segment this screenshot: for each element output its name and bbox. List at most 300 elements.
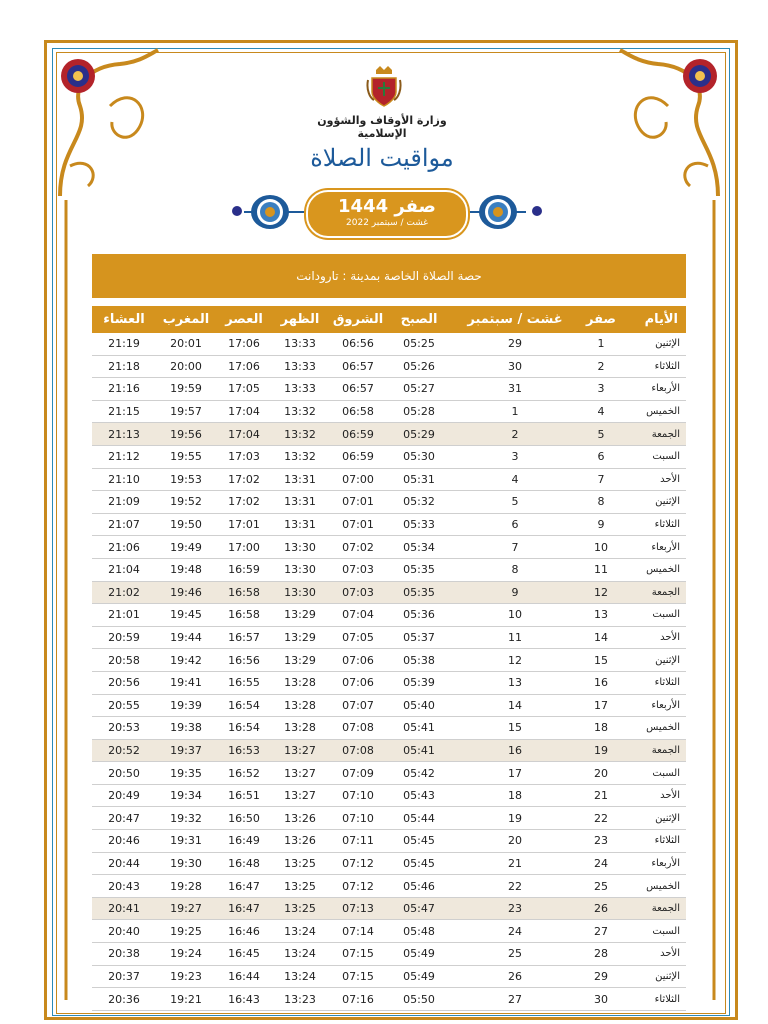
cell-fajr: 05:43: [388, 784, 450, 807]
cell-dhuhr: 13:26: [272, 807, 328, 830]
cell-dhuhr: 13:24: [272, 965, 328, 988]
cell-isha: 20:46: [92, 830, 156, 853]
table-row: [92, 875, 686, 898]
cell-maghrib: 19:28: [156, 875, 216, 898]
corner-vine-icon: [618, 46, 728, 196]
table-header-row: [92, 306, 686, 333]
month-banner: [306, 190, 468, 238]
cell-asr: 17:06: [216, 333, 272, 355]
cell-shuruq: 07:05: [328, 626, 388, 649]
cell-safar: 1: [580, 333, 622, 355]
table-row: [92, 988, 686, 1011]
cell-maghrib: 19:48: [156, 558, 216, 581]
table-row: [92, 897, 686, 920]
cell-safar: 4: [580, 400, 622, 423]
cell-safar: 28: [580, 943, 622, 966]
cell-safar: 30: [580, 988, 622, 1011]
cell-fajr: 05:48: [388, 920, 450, 943]
cell-shuruq: 07:02: [328, 536, 388, 559]
cell-isha: 20:55: [92, 694, 156, 717]
cell-dhuhr: 13:30: [272, 558, 328, 581]
cell-isha: 21:19: [92, 333, 156, 355]
cell-greg: 9: [450, 581, 580, 604]
cell-isha: 21:13: [92, 423, 156, 446]
cell-isha: 21:01: [92, 604, 156, 627]
cell-days: الإثنين: [622, 333, 686, 355]
table-body: [92, 333, 686, 1010]
cell-fajr: 05:47: [388, 897, 450, 920]
cell-maghrib: 19:50: [156, 513, 216, 536]
cell-fajr: 05:41: [388, 739, 450, 762]
cell-shuruq: 07:06: [328, 671, 388, 694]
cell-asr: 16:43: [216, 988, 272, 1011]
cell-dhuhr: 13:32: [272, 400, 328, 423]
table-row: [92, 513, 686, 536]
cell-greg: 8: [450, 558, 580, 581]
cell-asr: 17:04: [216, 400, 272, 423]
table-row: [92, 920, 686, 943]
cell-fajr: 05:36: [388, 604, 450, 627]
cell-isha: 21:10: [92, 468, 156, 491]
cell-dhuhr: 13:29: [272, 649, 328, 672]
cell-days: الإثنين: [622, 965, 686, 988]
corner-vine-icon: [50, 46, 160, 196]
cell-fajr: 05:44: [388, 807, 450, 830]
cell-shuruq: 07:06: [328, 649, 388, 672]
cell-safar: 24: [580, 852, 622, 875]
table-row: [92, 717, 686, 740]
cell-safar: 20: [580, 762, 622, 785]
table-row: [92, 852, 686, 875]
cell-greg: 15: [450, 717, 580, 740]
royal-emblem-icon: [366, 64, 402, 108]
cell-fajr: 05:45: [388, 830, 450, 853]
cell-greg: 2: [450, 423, 580, 446]
cell-isha: 20:52: [92, 739, 156, 762]
cell-asr: 16:51: [216, 784, 272, 807]
table-row: [92, 468, 686, 491]
cell-greg: 5: [450, 491, 580, 514]
cell-safar: 2: [580, 355, 622, 378]
cell-isha: 20:49: [92, 784, 156, 807]
cell-asr: 16:47: [216, 897, 272, 920]
banner-dot-right: [532, 206, 542, 216]
cell-asr: 16:57: [216, 626, 272, 649]
cell-maghrib: 19:46: [156, 581, 216, 604]
table-row: [92, 671, 686, 694]
cell-days: الأربعاء: [622, 852, 686, 875]
cell-shuruq: 07:16: [328, 988, 388, 1011]
cell-safar: 11: [580, 558, 622, 581]
table-row: [92, 333, 686, 355]
cell-shuruq: 06:57: [328, 355, 388, 378]
cell-greg: 22: [450, 875, 580, 898]
cell-dhuhr: 13:32: [272, 423, 328, 446]
cell-maghrib: 19:32: [156, 807, 216, 830]
table-row: [92, 739, 686, 762]
cell-days: الثلاثاء: [622, 355, 686, 378]
cell-days: الأربعاء: [622, 536, 686, 559]
cell-dhuhr: 13:31: [272, 513, 328, 536]
cell-days: الأحد: [622, 468, 686, 491]
cell-isha: 20:53: [92, 717, 156, 740]
cell-isha: 20:40: [92, 920, 156, 943]
cell-shuruq: 07:15: [328, 965, 388, 988]
cell-fajr: 05:49: [388, 965, 450, 988]
cell-isha: 20:43: [92, 875, 156, 898]
side-vine-right: [704, 200, 724, 1000]
cell-days: الجمعة: [622, 423, 686, 446]
table-row: [92, 536, 686, 559]
cell-safar: 13: [580, 604, 622, 627]
cell-fajr: 05:45: [388, 852, 450, 875]
cell-days: الأربعاء: [622, 694, 686, 717]
column-header-maghrib: المغرب: [156, 306, 216, 333]
cell-safar: 23: [580, 830, 622, 853]
cell-maghrib: 19:25: [156, 920, 216, 943]
cell-isha: 21:07: [92, 513, 156, 536]
cell-greg: 19: [450, 807, 580, 830]
cell-dhuhr: 13:30: [272, 581, 328, 604]
table-row: [92, 626, 686, 649]
cell-shuruq: 07:09: [328, 762, 388, 785]
cell-maghrib: 19:53: [156, 468, 216, 491]
cell-days: الثلاثاء: [622, 988, 686, 1011]
table-row: [92, 762, 686, 785]
cell-greg: 21: [450, 852, 580, 875]
cell-fajr: 05:33: [388, 513, 450, 536]
cell-days: الخميس: [622, 875, 686, 898]
column-header-fajr: الصبح: [388, 306, 450, 333]
cell-greg: 20: [450, 830, 580, 853]
cell-fajr: 05:35: [388, 558, 450, 581]
cell-days: السبت: [622, 445, 686, 468]
hijri-month: صفر 1444: [338, 196, 436, 217]
cell-dhuhr: 13:25: [272, 897, 328, 920]
cell-dhuhr: 13:27: [272, 784, 328, 807]
cell-maghrib: 19:41: [156, 671, 216, 694]
cell-shuruq: 06:57: [328, 378, 388, 401]
table-row: [92, 400, 686, 423]
cell-dhuhr: 13:31: [272, 491, 328, 514]
cell-dhuhr: 13:25: [272, 875, 328, 898]
cell-greg: 13: [450, 671, 580, 694]
table-row: [92, 830, 686, 853]
cell-maghrib: 19:57: [156, 400, 216, 423]
cell-days: الجمعة: [622, 739, 686, 762]
cell-greg: 17: [450, 762, 580, 785]
cell-asr: 17:00: [216, 536, 272, 559]
cell-dhuhr: 13:29: [272, 604, 328, 627]
cell-days: الخميس: [622, 717, 686, 740]
cell-fajr: 05:35: [388, 581, 450, 604]
cell-safar: 7: [580, 468, 622, 491]
cell-isha: 21:02: [92, 581, 156, 604]
cell-fajr: 05:26: [388, 355, 450, 378]
cell-isha: 21:15: [92, 400, 156, 423]
cell-safar: 19: [580, 739, 622, 762]
cell-days: الثلاثاء: [622, 830, 686, 853]
gregorian-month: غشت / سبتمبر 2022: [346, 218, 428, 228]
cell-isha: 20:58: [92, 649, 156, 672]
cell-safar: 10: [580, 536, 622, 559]
cell-maghrib: 19:31: [156, 830, 216, 853]
banner-dot-left: [232, 206, 242, 216]
cell-maghrib: 19:34: [156, 784, 216, 807]
cell-maghrib: 19:35: [156, 762, 216, 785]
cell-isha: 20:36: [92, 988, 156, 1011]
cell-shuruq: 06:56: [328, 333, 388, 355]
cell-days: السبت: [622, 604, 686, 627]
cell-dhuhr: 13:27: [272, 762, 328, 785]
cell-safar: 17: [580, 694, 622, 717]
cell-asr: 16:45: [216, 943, 272, 966]
cell-asr: 16:52: [216, 762, 272, 785]
cell-maghrib: 19:38: [156, 717, 216, 740]
table-row: [92, 784, 686, 807]
cell-fajr: 05:49: [388, 943, 450, 966]
page-title: مواقيت الصلاة: [310, 144, 454, 172]
cell-isha: 21:12: [92, 445, 156, 468]
column-header-asr: العصر: [216, 306, 272, 333]
cell-safar: 15: [580, 649, 622, 672]
cell-safar: 6: [580, 445, 622, 468]
cell-dhuhr: 13:33: [272, 355, 328, 378]
cell-dhuhr: 13:33: [272, 378, 328, 401]
cell-asr: 17:05: [216, 378, 272, 401]
cell-shuruq: 07:03: [328, 581, 388, 604]
table-row: [92, 965, 686, 988]
cell-shuruq: 07:01: [328, 513, 388, 536]
cell-asr: 16:53: [216, 739, 272, 762]
cell-greg: 18: [450, 784, 580, 807]
cell-dhuhr: 13:25: [272, 852, 328, 875]
cell-maghrib: 20:00: [156, 355, 216, 378]
cell-fajr: 05:29: [388, 423, 450, 446]
cell-dhuhr: 13:29: [272, 626, 328, 649]
cell-maghrib: 19:37: [156, 739, 216, 762]
table-row: [92, 807, 686, 830]
cell-greg: 26: [450, 965, 580, 988]
cell-asr: 16:54: [216, 717, 272, 740]
prayer-times-table: [92, 306, 686, 1011]
cell-greg: 11: [450, 626, 580, 649]
cell-greg: 6: [450, 513, 580, 536]
cell-shuruq: 07:14: [328, 920, 388, 943]
cell-dhuhr: 13:28: [272, 694, 328, 717]
cell-asr: 17:04: [216, 423, 272, 446]
cell-isha: 20:38: [92, 943, 156, 966]
cell-isha: 20:50: [92, 762, 156, 785]
cell-dhuhr: 13:30: [272, 536, 328, 559]
cell-maghrib: 19:59: [156, 378, 216, 401]
cell-shuruq: 07:15: [328, 943, 388, 966]
cell-greg: 29: [450, 333, 580, 355]
cell-fajr: 05:30: [388, 445, 450, 468]
cell-maghrib: 19:27: [156, 897, 216, 920]
cell-safar: 22: [580, 807, 622, 830]
cell-shuruq: 07:08: [328, 739, 388, 762]
cell-asr: 16:56: [216, 649, 272, 672]
cell-dhuhr: 13:32: [272, 445, 328, 468]
cell-dhuhr: 13:33: [272, 333, 328, 355]
cell-maghrib: 19:30: [156, 852, 216, 875]
cell-shuruq: 07:03: [328, 558, 388, 581]
cell-isha: 20:56: [92, 671, 156, 694]
cell-asr: 16:54: [216, 694, 272, 717]
cell-days: الأحد: [622, 784, 686, 807]
cell-maghrib: 19:24: [156, 943, 216, 966]
cell-days: الإثنين: [622, 649, 686, 672]
cell-maghrib: 19:42: [156, 649, 216, 672]
cell-safar: 14: [580, 626, 622, 649]
cell-isha: 20:37: [92, 965, 156, 988]
cell-fajr: 05:50: [388, 988, 450, 1011]
ministry-name: وزارة الأوقاف والشؤون الإسلامية: [317, 114, 447, 140]
cell-maghrib: 19:49: [156, 536, 216, 559]
cell-isha: 21:16: [92, 378, 156, 401]
prayer-times-table-wrap: [92, 306, 686, 1011]
cell-isha: 20:47: [92, 807, 156, 830]
cell-days: الإثنين: [622, 807, 686, 830]
cell-greg: 27: [450, 988, 580, 1011]
cell-asr: 16:50: [216, 807, 272, 830]
cell-isha: 20:41: [92, 897, 156, 920]
cell-asr: 16:58: [216, 604, 272, 627]
cell-greg: 12: [450, 649, 580, 672]
cell-asr: 16:48: [216, 852, 272, 875]
table-row: [92, 694, 686, 717]
column-header-greg: غشت / سبتمبر: [450, 306, 580, 333]
cell-fajr: 05:25: [388, 333, 450, 355]
cell-shuruq: 06:58: [328, 400, 388, 423]
cell-fajr: 05:38: [388, 649, 450, 672]
cell-greg: 3: [450, 445, 580, 468]
cell-maghrib: 19:56: [156, 423, 216, 446]
column-header-days: الأيام: [622, 306, 686, 333]
cell-greg: 1: [450, 400, 580, 423]
cell-dhuhr: 13:31: [272, 468, 328, 491]
column-header-safar: صفر: [580, 306, 622, 333]
cell-days: الإثنين: [622, 491, 686, 514]
column-header-shuruq: الشروق: [328, 306, 388, 333]
cell-isha: 21:04: [92, 558, 156, 581]
cell-dhuhr: 13:27: [272, 739, 328, 762]
cell-fajr: 05:32: [388, 491, 450, 514]
cell-dhuhr: 13:23: [272, 988, 328, 1011]
table-row: [92, 491, 686, 514]
cell-fajr: 05:42: [388, 762, 450, 785]
cell-greg: 10: [450, 604, 580, 627]
table-row: [92, 558, 686, 581]
cell-shuruq: 07:04: [328, 604, 388, 627]
cell-maghrib: 19:55: [156, 445, 216, 468]
cell-dhuhr: 13:24: [272, 920, 328, 943]
side-vine-left: [56, 200, 76, 1000]
cell-days: السبت: [622, 920, 686, 943]
cell-asr: 17:03: [216, 445, 272, 468]
cell-maghrib: 19:45: [156, 604, 216, 627]
cell-isha: 20:44: [92, 852, 156, 875]
cell-fajr: 05:46: [388, 875, 450, 898]
cell-maghrib: 19:52: [156, 491, 216, 514]
cell-maghrib: 19:39: [156, 694, 216, 717]
cell-asr: 17:02: [216, 491, 272, 514]
cell-days: الثلاثاء: [622, 671, 686, 694]
cell-asr: 16:49: [216, 830, 272, 853]
cell-shuruq: 07:01: [328, 491, 388, 514]
cell-shuruq: 07:10: [328, 807, 388, 830]
cell-safar: 5: [580, 423, 622, 446]
cell-fajr: 05:40: [388, 694, 450, 717]
cell-greg: 31: [450, 378, 580, 401]
cell-greg: 25: [450, 943, 580, 966]
cell-safar: 3: [580, 378, 622, 401]
rosette-icon: [250, 194, 290, 230]
cell-shuruq: 07:08: [328, 717, 388, 740]
cell-shuruq: 06:59: [328, 423, 388, 446]
cell-fajr: 05:34: [388, 536, 450, 559]
cell-greg: 16: [450, 739, 580, 762]
cell-safar: 18: [580, 717, 622, 740]
cell-isha: 21:09: [92, 491, 156, 514]
cell-isha: 21:06: [92, 536, 156, 559]
cell-fajr: 05:28: [388, 400, 450, 423]
cell-dhuhr: 13:28: [272, 717, 328, 740]
table-row: [92, 355, 686, 378]
column-header-isha: العشاء: [92, 306, 156, 333]
cell-days: الجمعة: [622, 581, 686, 604]
cell-shuruq: 06:59: [328, 445, 388, 468]
cell-asr: 17:06: [216, 355, 272, 378]
cell-days: السبت: [622, 762, 686, 785]
cell-greg: 14: [450, 694, 580, 717]
cell-fajr: 05:31: [388, 468, 450, 491]
cell-maghrib: 19:21: [156, 988, 216, 1011]
cell-days: الأربعاء: [622, 378, 686, 401]
cell-safar: 25: [580, 875, 622, 898]
column-header-dhuhr: الظهر: [272, 306, 328, 333]
cell-days: الخميس: [622, 558, 686, 581]
cell-maghrib: 20:01: [156, 333, 216, 355]
table-row: [92, 445, 686, 468]
cell-greg: 4: [450, 468, 580, 491]
cell-days: الأحد: [622, 626, 686, 649]
cell-fajr: 05:37: [388, 626, 450, 649]
table-row: [92, 581, 686, 604]
cell-asr: 16:46: [216, 920, 272, 943]
cell-safar: 26: [580, 897, 622, 920]
table-row: [92, 423, 686, 446]
cell-greg: 7: [450, 536, 580, 559]
cell-fajr: 05:27: [388, 378, 450, 401]
cell-safar: 8: [580, 491, 622, 514]
cell-safar: 29: [580, 965, 622, 988]
table-row: [92, 649, 686, 672]
table-row: [92, 604, 686, 627]
cell-safar: 27: [580, 920, 622, 943]
cell-greg: 30: [450, 355, 580, 378]
cell-asr: 17:02: [216, 468, 272, 491]
cell-shuruq: 07:07: [328, 694, 388, 717]
cell-safar: 9: [580, 513, 622, 536]
cell-asr: 16:55: [216, 671, 272, 694]
cell-safar: 21: [580, 784, 622, 807]
cell-shuruq: 07:13: [328, 897, 388, 920]
cell-shuruq: 07:12: [328, 875, 388, 898]
cell-asr: 16:44: [216, 965, 272, 988]
table-row: [92, 378, 686, 401]
